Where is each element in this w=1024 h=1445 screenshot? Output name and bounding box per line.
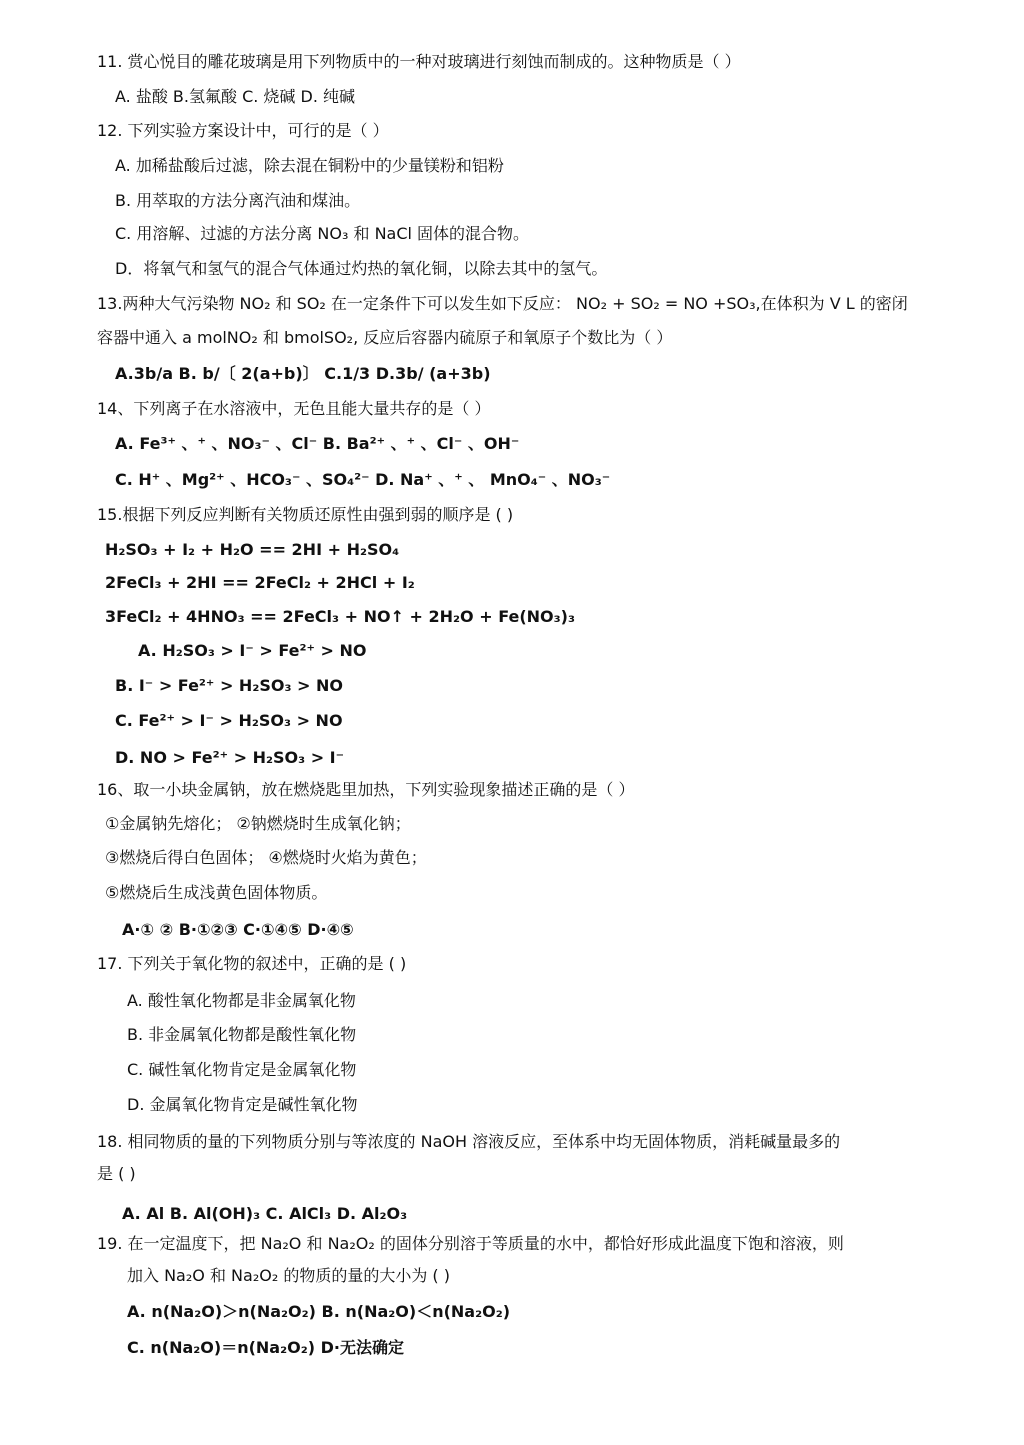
q15-stem: 15.根据下列反应判断有关物质还原性由强到弱的顺序是 ( ) xyxy=(97,505,514,524)
q11-stem: 11. 赏心悦目的雕花玻璃是用下列物质中的一种对玻璃进行刻蚀而制成的。这种物质是（ ） xyxy=(97,52,741,71)
q17-option-b: B. 非金属氧化物都是酸性氧化物 xyxy=(127,1025,357,1044)
q13-stem-line2: 容器中通入 a molNO₂ 和 bmolSO₂, 反应后容器内硫原子和氧原子个数比为（ ） xyxy=(97,328,673,347)
q14-options-cd: C. H⁺ 、Mg²⁺ 、HCO₃⁻ 、SO₄²⁻ D. Na⁺ 、⁺ 、 MnO₄⁻ 、NO₃⁻ xyxy=(115,470,611,489)
q12-option-a: A. 加稀盐酸后过滤，除去混在铜粉中的少量镁粉和铝粉 xyxy=(115,156,504,175)
q19-stem-line2: 加入 Na₂O 和 Na₂O₂ 的物质的量的大小为 ( ) xyxy=(127,1266,450,1285)
q17-stem: 17. 下列关于氧化物的叙述中，正确的是 ( ) xyxy=(97,954,407,973)
q18-options: A. Al B. Al(OH)₃ C. AlCl₃ D. Al₂O₃ xyxy=(122,1204,408,1223)
q14-options-ab: A. Fe³⁺ 、⁺ 、NO₃⁻ 、Cl⁻ B. Ba²⁺ 、⁺ 、Cl⁻ 、OH⁻ xyxy=(115,434,520,453)
q15-reaction-3: 3FeCl₂ + 4HNO₃ == 2FeCl₃ + NO↑ + 2H₂O + Fe(NO₃)₃ xyxy=(105,607,575,626)
q14-stem: 14、下列离子在水溶液中，无色且能大量共存的是（ ） xyxy=(97,399,491,418)
q12-option-b: B. 用萃取的方法分离汽油和煤油。 xyxy=(115,191,361,210)
q16-options: A·① ② B·①②③ C·①④⑤ D·④⑤ xyxy=(122,920,354,939)
q19-options-cd: C. n(Na₂O)＝n(Na₂O₂) D·无法确定 xyxy=(127,1338,404,1357)
q17-option-a: A. 酸性氧化物都是非金属氧化物 xyxy=(127,991,356,1010)
q16-stem: 16、取一小块金属钠，放在燃烧匙里加热，下列实验现象描述正确的是（ ） xyxy=(97,780,635,799)
q12-option-d: D．将氧气和氢气的混合气体通过灼热的氧化铜，以除去其中的氢气。 xyxy=(115,259,608,278)
q12-option-c: C. 用溶解、过滤的方法分离 NO₃ 和 NaCl 固体的混合物。 xyxy=(115,224,530,243)
q12-stem: 12. 下列实验方案设计中，可行的是（ ） xyxy=(97,121,389,140)
q13-options: A.3b/a B. b/〔 2(a+b)〕 C.1/3 D.3b/ (a+3b) xyxy=(115,364,491,383)
q11-options: A. 盐酸 B.氢氟酸 C. 烧碱 D. 纯碱 xyxy=(115,87,355,106)
q19-stem-line1: 19. 在一定温度下，把 Na₂O 和 Na₂O₂ 的固体分别溶于等质量的水中，都恰好形成此温度下饱和溶液，则 xyxy=(97,1234,844,1253)
q15-reaction-2: 2FeCl₃ + 2HI == 2FeCl₂ + 2HCl + I₂ xyxy=(105,573,415,592)
q15-option-d: D. NO > Fe²⁺ > H₂SO₃ > I⁻ xyxy=(115,748,345,767)
q16-statement-5: ⑤燃烧后生成浅黄色固体物质。 xyxy=(105,883,328,902)
q17-option-d: D. 金属氧化物肯定是碱性氧化物 xyxy=(127,1095,358,1114)
q15-option-a: A. H₂SO₃ > I⁻ > Fe²⁺ > NO xyxy=(138,641,367,660)
q19-options-ab: A. n(Na₂O)＞n(Na₂O₂) B. n(Na₂O)＜n(Na₂O₂) xyxy=(127,1302,511,1321)
q15-option-c: C. Fe²⁺ > I⁻ > H₂SO₃ > NO xyxy=(115,711,343,730)
q15-reaction-1: H₂SO₃ + I₂ + H₂O == 2HI + H₂SO₄ xyxy=(105,540,400,559)
q16-statements-3-4: ③燃烧后得白色固体； ④燃烧时火焰为黄色； xyxy=(105,848,427,867)
q17-option-c: C. 碱性氧化物肯定是金属氧化物 xyxy=(127,1060,357,1079)
q13-stem-line1: 13.两种大气污染物 NO₂ 和 SO₂ 在一定条件下可以发生如下反应： NO₂ + SO₂ = NO +SO₃,在体积为 V L 的密闭 xyxy=(97,294,908,313)
q16-statements-1-2: ①金属钠先熔化； ②钠燃烧时生成氧化钠； xyxy=(105,814,411,833)
q18-stem-line2: 是 ( ) xyxy=(97,1164,136,1183)
q18-stem-line1: 18. 相同物质的量的下列物质分别与等浓度的 NaOH 溶液反应，至体系中均无固体物质，消耗碱量最多的 xyxy=(97,1132,841,1151)
q15-option-b: B. I⁻ > Fe²⁺ > H₂SO₃ > NO xyxy=(115,676,343,695)
